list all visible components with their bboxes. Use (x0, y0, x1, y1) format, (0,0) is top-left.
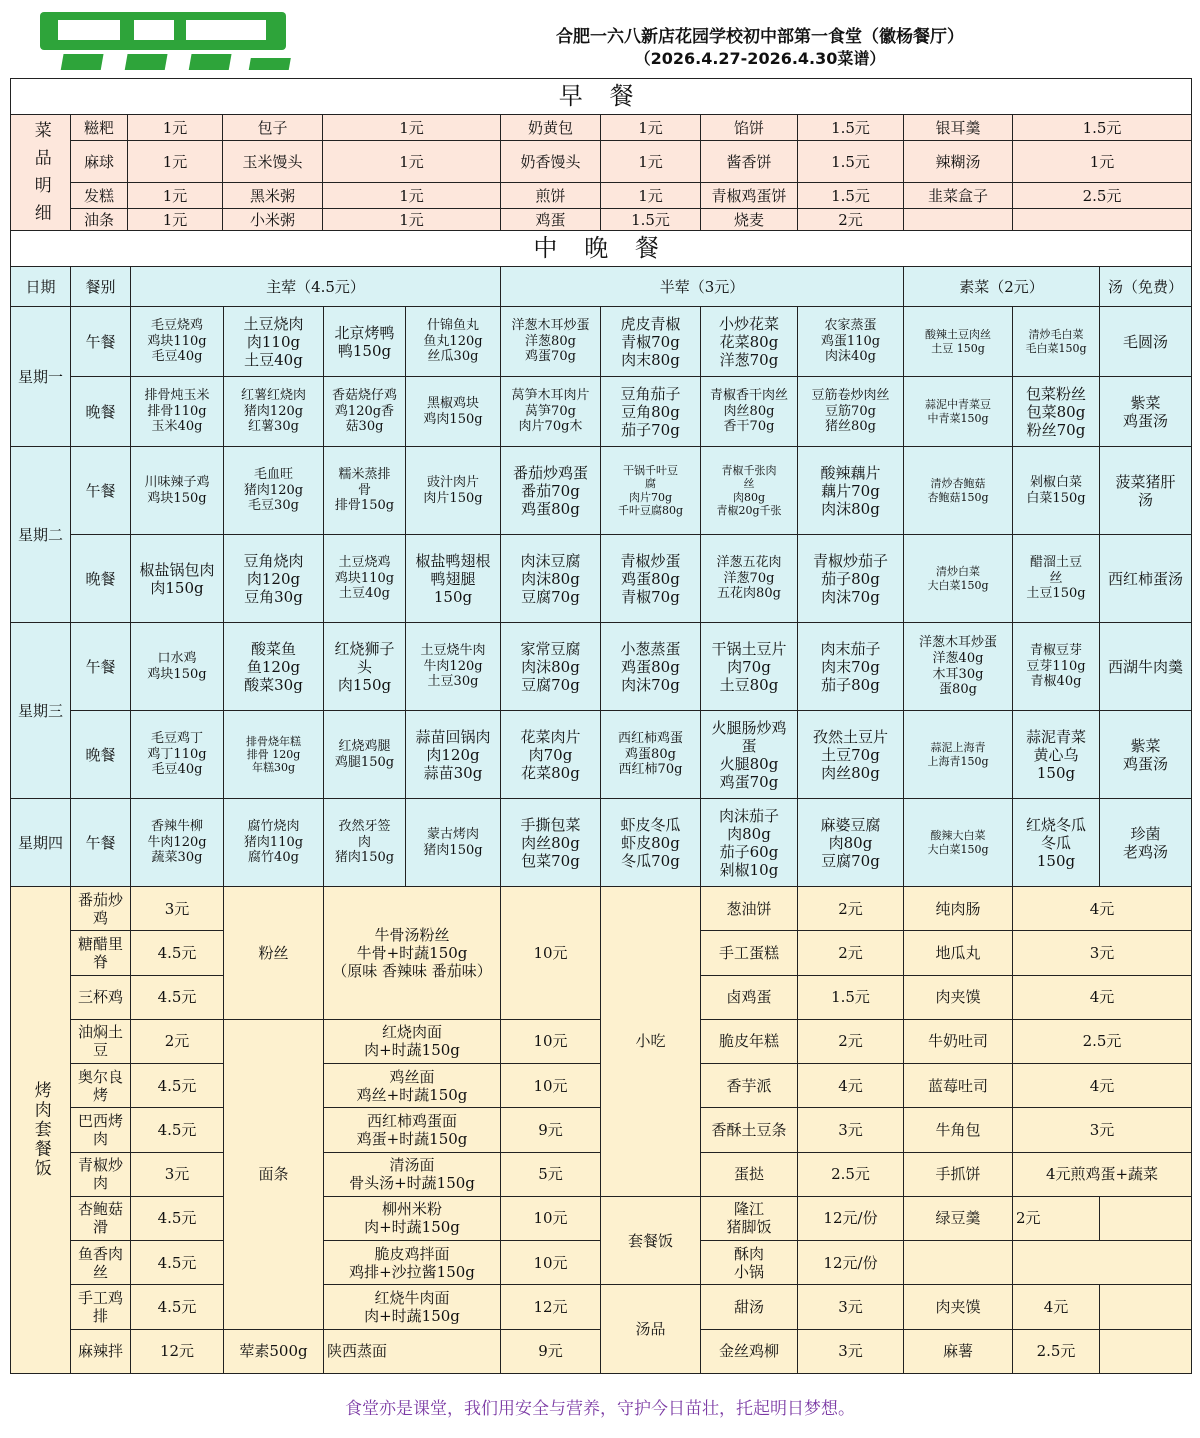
fensi-label: 粉丝 (223, 886, 324, 1020)
bbq-price: 4.5元 (130, 930, 224, 975)
header-vegetable: 素菜（2元） (903, 266, 1100, 307)
snack-price: 3元 (797, 1284, 904, 1329)
noodle-item: 柳州米粉 肉+时蔬150g (323, 1196, 501, 1241)
noodle-item: 西红柿鸡蛋面 鸡蛋+时蔬150g (323, 1107, 501, 1152)
breakfast-label: 菜 品 明 细 (10, 114, 71, 231)
breakfast-item: 馅饼 (700, 114, 798, 141)
dish-cell: 青椒炒蛋 鸡蛋80g 青椒70g (600, 534, 701, 623)
snack-item: 金丝鸡柳 (700, 1329, 798, 1374)
dish-cell: 莴笋木耳肉片 莴笋70g 肉片70g木 (500, 376, 601, 447)
dish-cell: 蒜苗回锅肉 肉120g 蒜苗30g (405, 710, 501, 799)
dish-cell: 什锦鱼丸 鱼丸120g 丝瓜30g (405, 306, 501, 377)
breakfast-price: 2.5元 (1012, 182, 1192, 209)
dish-cell: 酸菜鱼 鱼120g 酸菜30g (223, 622, 324, 711)
dish-cell: 洋葱木耳炒蛋 洋葱80g 鸡蛋70g (500, 306, 601, 377)
dish-cell: 排骨烧年糕 排骨 120g 年糕30g (223, 710, 324, 799)
day-label: 星期二 (10, 446, 71, 623)
meal-label: 晚餐 (70, 534, 131, 623)
dish-cell: 花菜肉片 肉70g 花菜80g (500, 710, 601, 799)
dish-cell: 黑椒鸡块 鸡肉150g (405, 376, 501, 447)
day-label: 星期三 (10, 622, 71, 799)
breakfast-item: 辣糊汤 (903, 140, 1013, 183)
noodle-item: 脆皮鸡拌面 鸡排+沙拉酱150g (323, 1240, 501, 1285)
breakfast-price: 1元 (600, 182, 701, 209)
bbq-item: 鱼香肉丝 (70, 1240, 131, 1285)
meal-label: 午餐 (70, 622, 131, 711)
dish-cell: 剁椒白菜 白菜150g (1012, 446, 1100, 535)
noodle-item: 红烧牛肉面 肉+时蔬150g (323, 1284, 501, 1329)
dish-cell: 红薯红烧肉 猪肉120g 红薯30g (223, 376, 324, 447)
snack-price: 2元 (797, 930, 904, 975)
snack-price: 4元 (1012, 886, 1192, 931)
noodle-label: 面条 (223, 1019, 324, 1330)
breakfast-price: 1元 (322, 208, 501, 231)
snack-item: 卤鸡蛋 (700, 975, 798, 1020)
footer-slogan: 食堂亦是课堂，我们用安全与营养，守护今日苗壮，托起明日梦想。 (345, 1399, 855, 1419)
breakfast-price: 1元 (322, 140, 501, 183)
snack-price: 4元煎鸡蛋+蔬菜 (1012, 1152, 1192, 1197)
snack-price: 2.5元 (1012, 1329, 1100, 1374)
dish-cell: 酸辣藕片 藕片70g 肉沫80g (797, 446, 904, 535)
dish-cell: 家常豆腐 肉沫80g 豆腐70g (500, 622, 601, 711)
category-soup: 汤品 (600, 1284, 701, 1374)
dish-cell: 豆角茄子 豆角80g 茄子70g (600, 376, 701, 447)
breakfast-price: 1.5元 (1012, 114, 1192, 141)
meal-label: 晚餐 (70, 710, 131, 799)
snack-item: 蓝莓吐司 (903, 1063, 1013, 1108)
dish-cell: 酸辣大白菜 大白菜150g (903, 798, 1013, 887)
breakfast-price: 1.5元 (797, 140, 904, 183)
snack-price: 3元 (797, 1107, 904, 1152)
dish-cell: 番茄炒鸡蛋 番茄70g 鸡蛋80g (500, 446, 601, 535)
breakfast-item: 包子 (222, 114, 323, 141)
snack-price: 12元/份 (797, 1240, 904, 1285)
day-label: 星期四 (10, 798, 71, 887)
breakfast-price: 1元 (127, 208, 223, 231)
dish-cell: 肉沫茄子 肉80g 茄子60g 剁椒10g (700, 798, 798, 887)
snack-price: 12元/份 (797, 1196, 904, 1241)
bbq-price: 3元 (130, 1152, 224, 1197)
snack-price: 2.5元 (797, 1152, 904, 1197)
breakfast-price: 1元 (600, 114, 701, 141)
bbq-price: 4.5元 (130, 1196, 224, 1241)
dish-cell: 清炒毛白菜 毛白菜150g (1012, 306, 1100, 377)
breakfast-item: 麻球 (70, 140, 128, 183)
noodle-item: 红烧肉面 肉+时蔬150g (323, 1019, 501, 1064)
snack-item: 手工蛋糕 (700, 930, 798, 975)
dish-cell: 蒜泥上海青 上海青150g (903, 710, 1013, 799)
dish-cell: 西红柿鸡蛋 鸡蛋80g 西红柿70g (600, 710, 701, 799)
breakfast-item: 奶黄包 (500, 114, 601, 141)
dish-cell: 小葱蒸蛋 鸡蛋80g 肉沫70g (600, 622, 701, 711)
breakfast-price: 1元 (127, 182, 223, 209)
bbq-price: 4.5元 (130, 975, 224, 1020)
header-meal: 餐别 (70, 266, 131, 307)
snack-item: 脆皮年糕 (700, 1019, 798, 1064)
dish-cell: 糯米蒸排 骨 排骨150g (323, 446, 406, 535)
dish-cell: 土豆烧牛肉 牛肉120g 土豆30g (405, 622, 501, 711)
noodle-price: 12元 (500, 1284, 601, 1329)
empty-cell (1099, 1329, 1192, 1374)
menu-period: （2026.4.27-2026.4.30菜谱） (634, 49, 886, 68)
noodle-price: 9元 (500, 1107, 601, 1152)
snack-price: 2元 (1012, 1196, 1100, 1241)
snack-item: 麻薯 (903, 1329, 1013, 1374)
dish-cell: 椒盐锅包肉 肉150g (130, 534, 224, 623)
soup-cell: 紫菜 鸡蛋汤 (1099, 710, 1192, 799)
noodle-price: 10元 (500, 1240, 601, 1285)
breakfast-item: 玉米馒头 (222, 140, 323, 183)
breakfast-item: 银耳羹 (903, 114, 1013, 141)
breakfast-item (903, 208, 1013, 231)
snack-item: 牛角包 (903, 1107, 1013, 1152)
noodle-item: 清汤面 骨头汤+时蔬150g (323, 1152, 501, 1197)
breakfast-title: 早 餐 (10, 78, 1192, 115)
dish-cell: 肉沫豆腐 肉沫80g 豆腐70g (500, 534, 601, 623)
dish-cell: 虾皮冬瓜 虾皮80g 冬瓜70g (600, 798, 701, 887)
breakfast-item: 发糕 (70, 182, 128, 209)
breakfast-item: 韭菜盒子 (903, 182, 1013, 209)
meal-label: 午餐 (70, 306, 131, 377)
dish-cell: 排骨炖玉米 排骨110g 玉米40g (130, 376, 224, 447)
dish-cell: 蒜泥中青菜豆 中青菜150g (903, 376, 1013, 447)
dish-cell: 土豆烧肉 肉110g 土豆40g (223, 306, 324, 377)
breakfast-item: 黑米粥 (222, 182, 323, 209)
snack-price (1012, 1240, 1192, 1285)
lunch-title: 中 晚 餐 (10, 230, 1192, 267)
bbq-price: 4.5元 (130, 1063, 224, 1108)
dish-cell: 川味辣子鸡 鸡块150g (130, 446, 224, 535)
snack-item: 肉夹馍 (903, 1284, 1013, 1329)
dish-cell: 青椒香干肉丝 肉丝80g 香干70g (700, 376, 798, 447)
snack-item: 肉夹馍 (903, 975, 1013, 1020)
noodle-price: 10元 (500, 1063, 601, 1108)
dish-cell: 酸辣土豆肉丝 土豆 150g (903, 306, 1013, 377)
snack-price: 2元 (797, 1019, 904, 1064)
dish-cell: 蒙古烤肉 猪肉150g (405, 798, 501, 887)
snack-item (903, 1240, 1013, 1285)
empty-cell (1099, 1284, 1192, 1329)
noodle-price: 10元 (500, 1196, 601, 1241)
bbq-item: 麻辣拌 (70, 1329, 131, 1374)
noodle-price: 10元 (500, 886, 601, 1020)
header-half-meat: 半荤（3元） (500, 266, 904, 307)
breakfast-item: 青椒鸡蛋饼 (700, 182, 798, 209)
dish-cell: 小炒花菜 花菜80g 洋葱70g (700, 306, 798, 377)
breakfast-price: 2元 (797, 208, 904, 231)
breakfast-item: 糍粑 (70, 114, 128, 141)
dish-cell: 蒜泥青菜 黄心乌 150g (1012, 710, 1100, 799)
dish-cell: 孜然牙签 肉 猪肉150g (323, 798, 406, 887)
dish-cell: 香菇烧仔鸡 鸡120g香 菇30g (323, 376, 406, 447)
bbq-item: 青椒炒肉 (70, 1152, 131, 1197)
header-main-meat: 主荤（4.5元） (130, 266, 501, 307)
dish-cell: 干锅千叶豆 腐 肉片70g 千叶豆腐80g (600, 446, 701, 535)
noodle-item: 牛骨汤粉丝 牛骨+时蔬150g （原味 香辣味 番茄味） (323, 886, 501, 1020)
breakfast-price: 1元 (600, 140, 701, 183)
dish-cell: 红烧鸡腿 鸡腿150g (323, 710, 406, 799)
snack-item: 甜汤 (700, 1284, 798, 1329)
dish-cell: 毛豆烧鸡 鸡块110g 毛豆40g (130, 306, 224, 377)
bbq-item: 手工鸡排 (70, 1284, 131, 1329)
soup-cell: 西红柿蛋汤 (1099, 534, 1192, 623)
snack-price: 4元 (1012, 1063, 1192, 1108)
bbq-item: 巴西烤肉 (70, 1107, 131, 1152)
snack-price: 2.5元 (1012, 1019, 1192, 1064)
meal-label: 午餐 (70, 798, 131, 887)
dish-cell: 口水鸡 鸡块150g (130, 622, 224, 711)
dish-cell: 红烧狮子 头 肉150g (323, 622, 406, 711)
snack-item: 绿豆羹 (903, 1196, 1013, 1241)
dish-cell: 洋葱木耳炒蛋 洋葱40g 木耳30g 蛋80g (903, 622, 1013, 711)
bbq-price: 4.5元 (130, 1284, 224, 1329)
breakfast-item: 煎饼 (500, 182, 601, 209)
snack-item: 手抓饼 (903, 1152, 1013, 1197)
breakfast-item: 鸡蛋 (500, 208, 601, 231)
dish-cell: 麻婆豆腐 肉80g 豆腐70g (797, 798, 904, 887)
snack-item: 香芋派 (700, 1063, 798, 1108)
breakfast-price (1012, 208, 1192, 231)
header-date: 日期 (10, 266, 71, 307)
dish-cell: 毛豆鸡丁 鸡丁110g 毛豆40g (130, 710, 224, 799)
dish-cell: 醋溜土豆 丝 土豆150g (1012, 534, 1100, 623)
snack-price: 4元 (797, 1063, 904, 1108)
dish-cell: 青椒千张肉 丝 肉80g 青椒20g千张 (700, 446, 798, 535)
bbq-price: 4.5元 (130, 1107, 224, 1152)
snack-price: 4元 (1012, 975, 1192, 1020)
snack-price: 2元 (797, 886, 904, 931)
breakfast-item: 油条 (70, 208, 128, 231)
dish-cell: 青椒炒茄子 茄子80g 肉沫70g (797, 534, 904, 623)
noodle-item: 鸡丝面 鸡丝+时蔬150g (323, 1063, 501, 1108)
dish-cell: 北京烤鸭 鸭150g (323, 306, 406, 377)
dish-cell: 包菜粉丝 包菜80g 粉丝70g (1012, 376, 1100, 447)
bbq-item: 番茄炒鸡 (70, 886, 131, 931)
soup-cell: 珍菌 老鸡汤 (1099, 798, 1192, 887)
bbq-item: 油焖土豆 (70, 1019, 131, 1064)
bbq-price: 12元 (130, 1329, 224, 1374)
noodle-price: 9元 (500, 1329, 601, 1374)
dish-cell: 孜然土豆片 土豆70g 肉丝80g (797, 710, 904, 799)
dish-cell: 洋葱五花肉 洋葱70g 五花肉80g (700, 534, 798, 623)
dish-cell: 豆筋卷炒肉丝 豆筋70g 猪丝80g (797, 376, 904, 447)
huiyang-logo (14, 6, 314, 74)
empty-cell (1099, 1196, 1192, 1241)
breakfast-price: 1元 (1012, 140, 1192, 183)
soup-cell: 紫菜 鸡蛋汤 (1099, 376, 1192, 447)
breakfast-price: 1.5元 (600, 208, 701, 231)
soup-cell: 西湖牛肉羹 (1099, 622, 1192, 711)
breakfast-item: 酱香饼 (700, 140, 798, 183)
breakfast-price: 1元 (322, 182, 501, 209)
bbq-set-label: 烤肉套餐饭 (10, 886, 71, 1374)
dish-cell: 干锅土豆片 肉70g 土豆80g (700, 622, 798, 711)
breakfast-item: 小米粥 (222, 208, 323, 231)
noodle-item: 陕西蒸面 (323, 1329, 501, 1374)
breakfast-item: 奶香馒头 (500, 140, 601, 183)
dish-cell: 豆角烧肉 肉120g 豆角30g (223, 534, 324, 623)
dish-cell: 虎皮青椒 青椒70g 肉末80g (600, 306, 701, 377)
dish-cell: 火腿肠炒鸡 蛋 火腿80g 鸡蛋70g (700, 710, 798, 799)
dish-cell: 毛血旺 猪肉120g 毛豆30g (223, 446, 324, 535)
menu-table (10, 78, 1191, 1380)
snack-price: 4元 (1012, 1284, 1100, 1329)
dish-cell: 香辣牛柳 牛肉120g 蔬菜30g (130, 798, 224, 887)
snack-price: 3元 (1012, 1107, 1192, 1152)
dish-cell: 清炒杏鲍菇 杏鲍菇150g (903, 446, 1013, 535)
dish-cell: 清炒白菜 大白菜150g (903, 534, 1013, 623)
dish-cell: 农家蒸蛋 鸡蛋110g 肉沫40g (797, 306, 904, 377)
snack-item: 牛奶吐司 (903, 1019, 1013, 1064)
snack-item: 酥肉 小锅 (700, 1240, 798, 1285)
dish-cell: 红烧冬瓜 冬瓜 150g (1012, 798, 1100, 887)
dish-cell: 土豆烧鸡 鸡块110g 土豆40g (323, 534, 406, 623)
dish-cell: 豉汁肉片 肉片150g (405, 446, 501, 535)
dish-cell: 椒盐鸭翅根 鸭翅腿 150g (405, 534, 501, 623)
breakfast-price: 1元 (127, 114, 223, 141)
snack-price: 1.5元 (797, 975, 904, 1020)
soup-cell: 毛圆汤 (1099, 306, 1192, 377)
breakfast-price: 1元 (322, 114, 501, 141)
snack-price: 3元 (1012, 930, 1192, 975)
snack-item: 纯肉肠 (903, 886, 1013, 931)
meal-label: 午餐 (70, 446, 131, 535)
snack-item: 地瓜丸 (903, 930, 1013, 975)
bbq-item: 奥尔良烤 (70, 1063, 131, 1108)
bbq-price: 2元 (130, 1019, 224, 1064)
snack-item: 香酥土豆条 (700, 1107, 798, 1152)
bbq-item: 三杯鸡 (70, 975, 131, 1020)
dish-cell: 手撕包菜 肉丝80g 包菜70g (500, 798, 601, 887)
category-snack: 小吃 (600, 886, 701, 1197)
snack-item: 蛋挞 (700, 1152, 798, 1197)
snack-item: 隆江 猪脚饭 (700, 1196, 798, 1241)
breakfast-price: 1.5元 (797, 182, 904, 209)
page-title: 合肥一六八新店花园学校初中部第一食堂（徽杨餐厅） (556, 27, 964, 47)
hunsu-label: 荤素500g (223, 1329, 324, 1374)
dish-cell: 腐竹烧肉 猪肉110g 腐竹40g (223, 798, 324, 887)
noodle-price: 5元 (500, 1152, 601, 1197)
day-label: 星期一 (10, 306, 71, 447)
header-soup: 汤（免费） (1099, 266, 1192, 307)
category-set-meal: 套餐饭 (600, 1196, 701, 1286)
bbq-item: 杏鲍菇滑 (70, 1196, 131, 1241)
bbq-price: 3元 (130, 886, 224, 931)
breakfast-item: 烧麦 (700, 208, 798, 231)
snack-item: 葱油饼 (700, 886, 798, 931)
dish-cell: 肉末茄子 肉末70g 茄子80g (797, 622, 904, 711)
breakfast-price: 1元 (127, 140, 223, 183)
meal-label: 晚餐 (70, 376, 131, 447)
snack-price: 3元 (797, 1329, 904, 1374)
soup-cell: 菠菜猪肝 汤 (1099, 446, 1192, 535)
dish-cell: 青椒豆芽 豆芽110g 青椒40g (1012, 622, 1100, 711)
breakfast-price: 1.5元 (797, 114, 904, 141)
bbq-price: 4.5元 (130, 1240, 224, 1285)
noodle-price: 10元 (500, 1019, 601, 1064)
bbq-item: 糖醋里脊 (70, 930, 131, 975)
